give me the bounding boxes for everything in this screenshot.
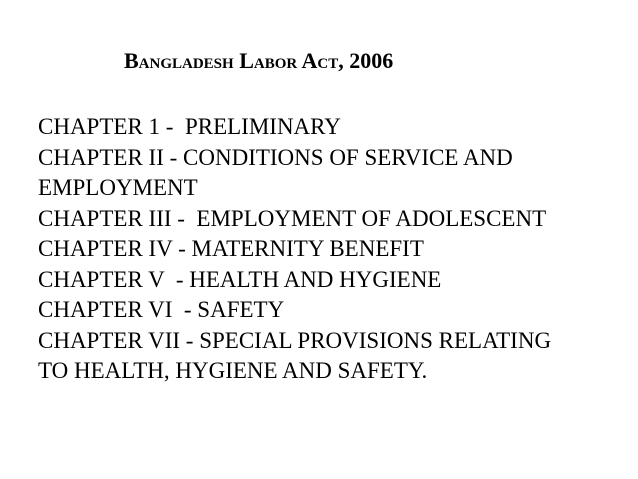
chapter-line-4: CHAPTER III - EMPLOYMENT OF ADOLESCENT — [38, 205, 547, 231]
chapter-line-3: EMPLOYMENT — [38, 175, 198, 200]
chapter-line-7: CHAPTER VI - SAFETY — [38, 297, 285, 322]
chapter-line-9: TO HEALTH, HYGIENE AND SAFETY. — [38, 358, 428, 383]
chapter-line-6: CHAPTER V - HEALTH AND HYGIENE — [38, 266, 442, 292]
chapter-line-8: CHAPTER VII - SPECIAL PROVISIONS RELATING — [38, 327, 552, 353]
chapter-line-2: CHAPTER II - CONDITIONS OF SERVICE AND — [38, 144, 513, 170]
chapter-line-5: CHAPTER IV - MATERNITY BENEFIT — [38, 236, 424, 261]
chapter-list — [38, 112, 628, 387]
chapter-line-1: CHAPTER 1 - PRELIMINARY — [38, 114, 341, 139]
slide-title: Bangladesh Labor Act, 2006 — [124, 48, 394, 73]
